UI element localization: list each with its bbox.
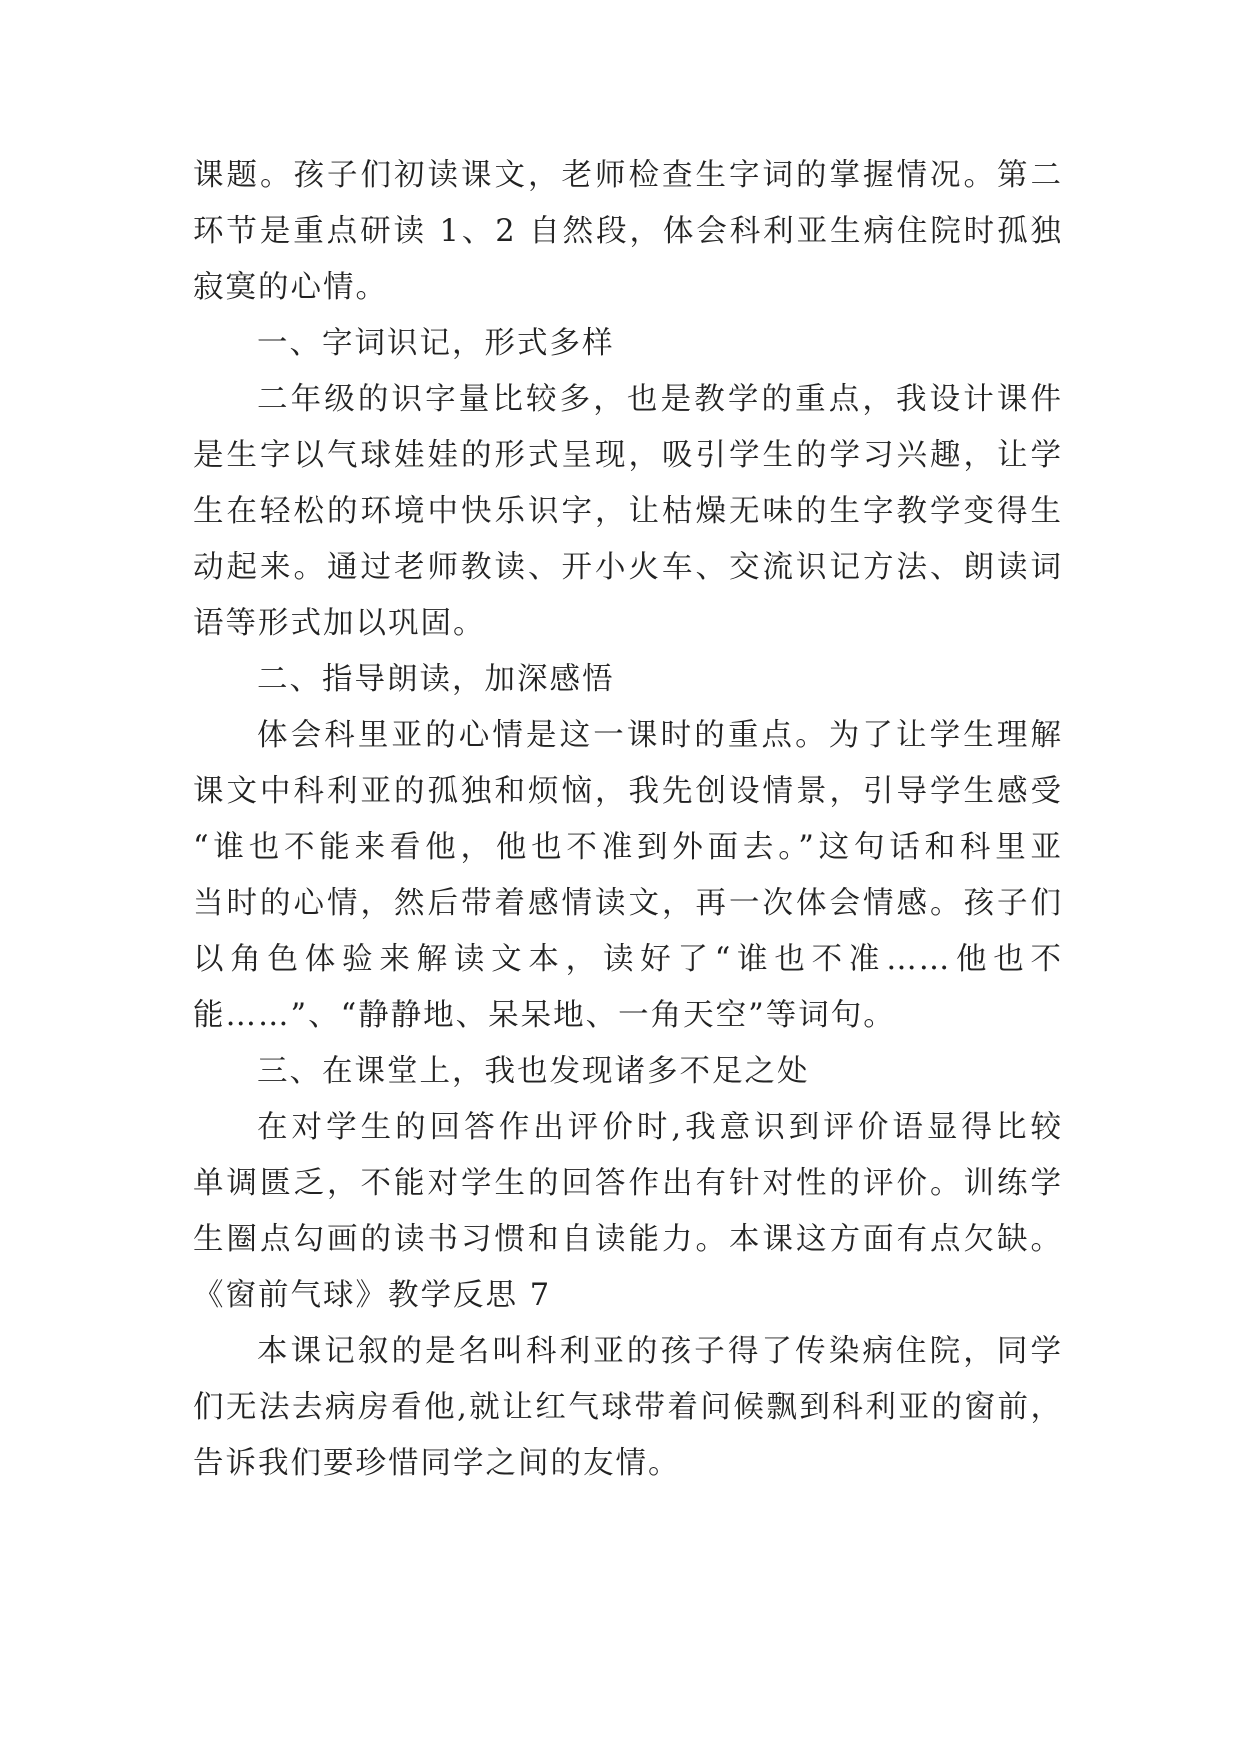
- text-line: 是生字以气球娃娃的形式呈现，吸引学生的学习兴趣，让学: [193, 438, 1063, 473]
- text-line: 单调匮乏，不能对学生的回答作出有针对性的评价。训练学: [193, 1166, 1063, 1201]
- text-line: 二年级的识字量比较多，也是教学的重点，我设计课件: [257, 382, 1063, 417]
- text-line: “谁也不能来看他，他也不准到外面去。”这句话和科里亚: [193, 830, 1063, 865]
- text-line: 动起来。通过老师教读、开小火车、交流识记方法、朗读词: [193, 550, 1063, 585]
- text-line: 以角色体验来解读文本，读好了“谁也不准……他也不: [193, 942, 1063, 977]
- article-title: 《窗前气球》教学反思 7: [193, 1278, 552, 1313]
- document-body: [193, 148, 1063, 1492]
- text-line: 能……”、“静静地、呆呆地、一角天空”等词句。: [193, 998, 896, 1033]
- text-line: 寂寞的心情。: [193, 270, 388, 305]
- section-heading: 二、指导朗读，加深感悟: [257, 662, 615, 697]
- text-line: 语等形式加以巩固。: [193, 606, 486, 641]
- text-line: 环节是重点研读 1、2 自然段，体会科利亚生病住院时孤独: [193, 214, 1063, 249]
- text-line: 生圈点勾画的读书习惯和自读能力。本课这方面有点欠缺。: [193, 1222, 1063, 1257]
- text-line: 在对学生的回答作出评价时,我意识到评价语显得比较: [257, 1110, 1063, 1145]
- text-line: 体会科里亚的心情是这一课时的重点。为了让学生理解: [257, 718, 1063, 753]
- text-line: 课文中科利亚的孤独和烦恼，我先创设情景，引导学生感受: [193, 774, 1063, 809]
- section-heading: 三、在课堂上，我也发现诸多不足之处: [257, 1054, 810, 1089]
- text-line: 告诉我们要珍惜同学之间的友情。: [193, 1446, 681, 1481]
- text-line: 本课记叙的是名叫科利亚的孩子得了传染病住院，同学: [257, 1334, 1063, 1369]
- text-line: 们无法去病房看他,就让红气球带着问候飘到科利亚的窗前，: [193, 1390, 1063, 1425]
- text-line: 当时的心情，然后带着感情读文，再一次体会情感。孩子们: [193, 886, 1063, 921]
- text-line: 课题。孩子们初读课文，老师检查生字词的掌握情况。第二: [193, 158, 1063, 193]
- text-line: 生在轻松的环境中快乐识字，让枯燥无味的生字教学变得生: [193, 494, 1063, 529]
- section-heading: 一、字词识记，形式多样: [257, 326, 615, 361]
